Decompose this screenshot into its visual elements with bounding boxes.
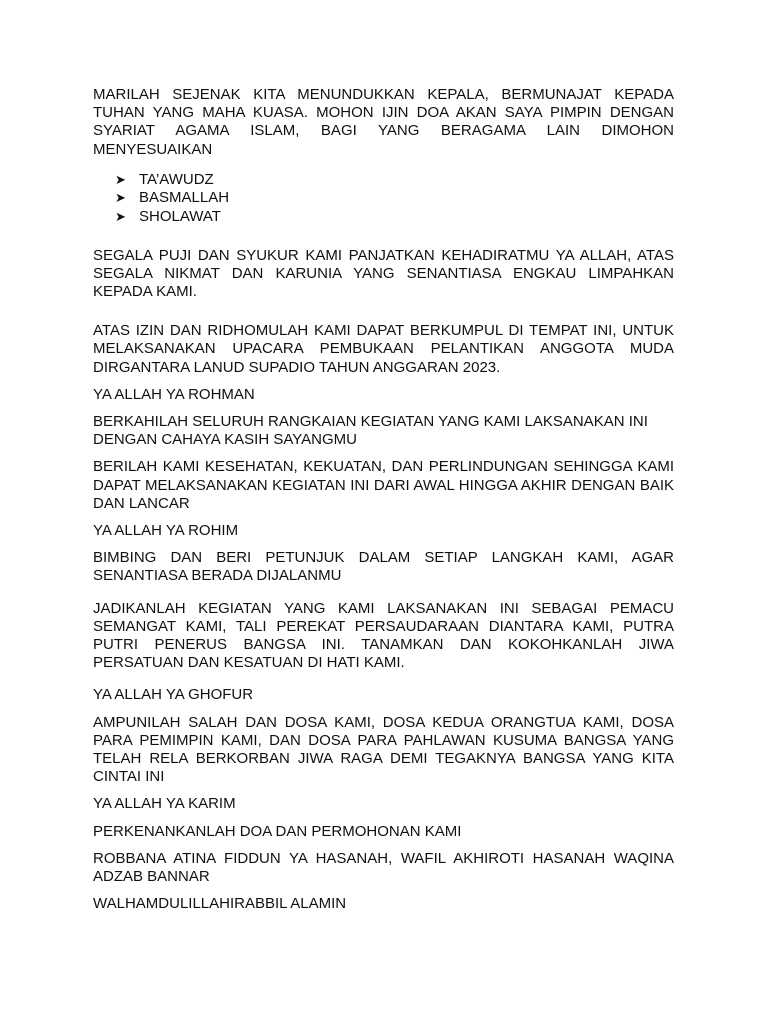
opening-list [93,171,674,227]
paragraph-robbana: ROBBANA ATINA FIDDUN YA HASANAH, WAFIL AKHIROTI HASANAH WAQINA ADZAB BANNAR [93,849,674,886]
list-item [93,189,674,208]
paragraph-spirit: JADIKANLAH KEGIATAN YANG KAMI LAKSANAKAN INI SEBAGAI PEMACU SEMANGAT KAMI, TALI PEREKAT PERSAUDARAAN DIANTARA KAMI, PUTRA PUTRI PENERUS BANGSA INI. TANAMKAN DAN KOKOHKANLAH JIWA PERSATUAN DAN KESATUAN DI HATI KAMI. [93,599,674,672]
paragraph-praise: SEGALA PUJI DAN SYUKUR KAMI PANJATKAN KEHADIRATMU YA ALLAH, ATAS SEGALA NIKMAT DAN KARUNIA YANG SENANTIASA ENGKAU LIMPAHKAN KEPADA KAMI. [93,246,674,300]
paragraph-blessing: BERKAHILAH SELURUH RANGKAIAN KEGIATAN YANG KAMI LAKSANAKAN INI DENGAN CAHAYA KASIH SAYANGMU [93,413,648,449]
arrowhead-bullet-icon: ➤ [115,171,126,187]
heading-ya-rohman: YA ALLAH YA ROHMAN [93,385,255,403]
intro-paragraph: MARILAH SEJENAK KITA MENUNDUKKAN KEPALA, BERMUNAJAT KEPADA TUHAN YANG MAHA KUASA. MOHON IJIN DOA AKAN SAYA PIMPIN DENGAN SYARIAT AGAMA ISLAM, BAGI YANG BERAGAMA LAIN DIMOHON MENYESUAIKAN [93,86,674,158]
arrowhead-bullet-icon: ➤ [115,190,126,206]
list-item-label: SHOLAWAT [139,208,221,225]
list-item [93,208,674,227]
list-item-label: TA’AWUDZ [139,170,214,188]
arrowhead-bullet-icon: ➤ [115,209,126,224]
paragraph-guidance: BIMBING DAN BERI PETUNJUK DALAM SETIAP LANGKAH KAMI, AGAR SENANTIASA BERADA DIJALANMU [93,549,674,585]
paragraph-forgiveness: AMPUNILAH SALAH DAN DOSA KAMI, DOSA KEDUA ORANGTUA KAMI, DOSA PARA PEMIMPIN KAMI, DAN DOSA PARA PAHLAWAN KUSUMA BANGSA YANG TELAH RELA BERKORBAN JIWA RAGA DEMI TEGAKNYA BANGSA YANG KITA CINTAI INI [93,713,674,786]
paragraph-gathering: ATAS IZIN DAN RIDHOMULAH KAMI DAPAT BERKUMPUL DI TEMPAT INI, UNTUK MELAKSANAKAN UPACARA PEMBUKAAN PELANTIKAN ANGGOTA MUDA DIRGANTARA LANUD SUPADIO TAHUN ANGGARAN 2023. [93,322,674,376]
paragraph-closing: WALHAMDULILLAHIRABBIL ALAMIN [93,895,347,913]
list-item [93,171,674,190]
list-item-label: BASMALLAH [139,189,230,207]
heading-ya-karim: YA ALLAH YA KARIM [93,795,236,813]
heading-ya-rohim: YA ALLAH YA ROHIM [93,522,239,540]
paragraph-health: BERILAH KAMI KESEHATAN, KEKUATAN, DAN PERLINDUNGAN SEHINGGA KAMI DAPAT MELAKSANAKAN KEGIATAN INI DARI AWAL HINGGA AKHIR DENGAN BAIK DAN LANCAR [93,458,674,512]
document-page [93,86,674,913]
paragraph-request: PERKENANKANLAH DOA DAN PERMOHONAN KAMI [93,822,462,840]
heading-ya-ghofur: YA ALLAH YA GHOFUR [93,686,254,704]
